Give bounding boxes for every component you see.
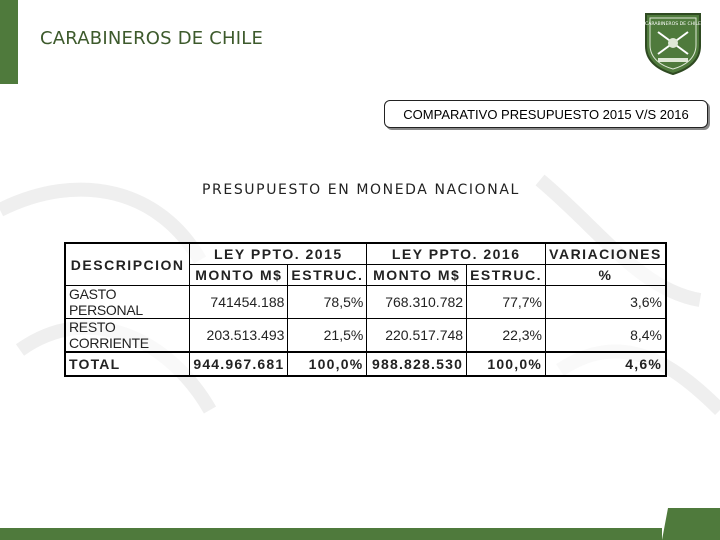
- description-header: DESCRIPCION: [65, 243, 190, 286]
- group-header-2016: LEY PPTO. 2016: [367, 243, 546, 265]
- cell-monto-2016: 768.310.782: [367, 286, 467, 319]
- section-subtitle: PRESUPUESTO EN MONEDA NACIONAL: [202, 182, 520, 198]
- cell-estruc-2015: 21,5%: [288, 319, 367, 353]
- table-row: [65, 286, 666, 319]
- carabineros-crest-icon: [640, 10, 706, 76]
- cell-monto-2015: 203.513.493: [190, 319, 288, 353]
- group-header-2015: LEY PPTO. 2015: [190, 243, 367, 265]
- subheader-monto-2016: MONTO M$: [367, 265, 467, 286]
- group-header-variations: VARIACIONES: [546, 243, 666, 265]
- total-monto-2016: 988.828.530: [367, 352, 467, 376]
- table-header-row: [65, 243, 666, 265]
- total-estruc-2016: 100,0%: [467, 352, 546, 376]
- subheader-monto-2015: MONTO M$: [190, 265, 288, 286]
- comparison-label: COMPARATIVO PRESUPUESTO 2015 V/S 2016: [384, 100, 708, 128]
- total-label: TOTAL: [65, 352, 190, 376]
- cell-variation: 8,4%: [546, 319, 666, 353]
- budget-table: [64, 242, 667, 377]
- subheader-estruc-2015: ESTRUC.: [288, 265, 367, 286]
- cell-estruc-2016: 22,3%: [467, 319, 546, 353]
- total-estruc-2015: 100,0%: [288, 352, 367, 376]
- cell-monto-2015: 741454.188: [190, 286, 288, 319]
- cell-monto-2016: 220.517.748: [367, 319, 467, 353]
- cell-estruc-2016: 77,7%: [467, 286, 546, 319]
- footer-corner-tab: [662, 508, 720, 540]
- subheader-percent: %: [546, 265, 666, 286]
- row-label: GASTO PERSONAL: [65, 286, 190, 319]
- table-row: [65, 319, 666, 353]
- footer-bar: [0, 528, 662, 540]
- logo-text: CARABINEROS DE CHILE: [645, 22, 701, 27]
- cell-estruc-2015: 78,5%: [288, 286, 367, 319]
- brand-side-bar: [0, 0, 18, 84]
- org-title: CARABINEROS DE CHILE: [40, 28, 264, 49]
- row-label: RESTO CORRIENTE: [65, 319, 190, 353]
- subheader-estruc-2016: ESTRUC.: [467, 265, 546, 286]
- total-row: [65, 352, 666, 376]
- total-variation: 4,6%: [546, 352, 666, 376]
- cell-variation: 3,6%: [546, 286, 666, 319]
- total-monto-2015: 944.967.681: [190, 352, 288, 376]
